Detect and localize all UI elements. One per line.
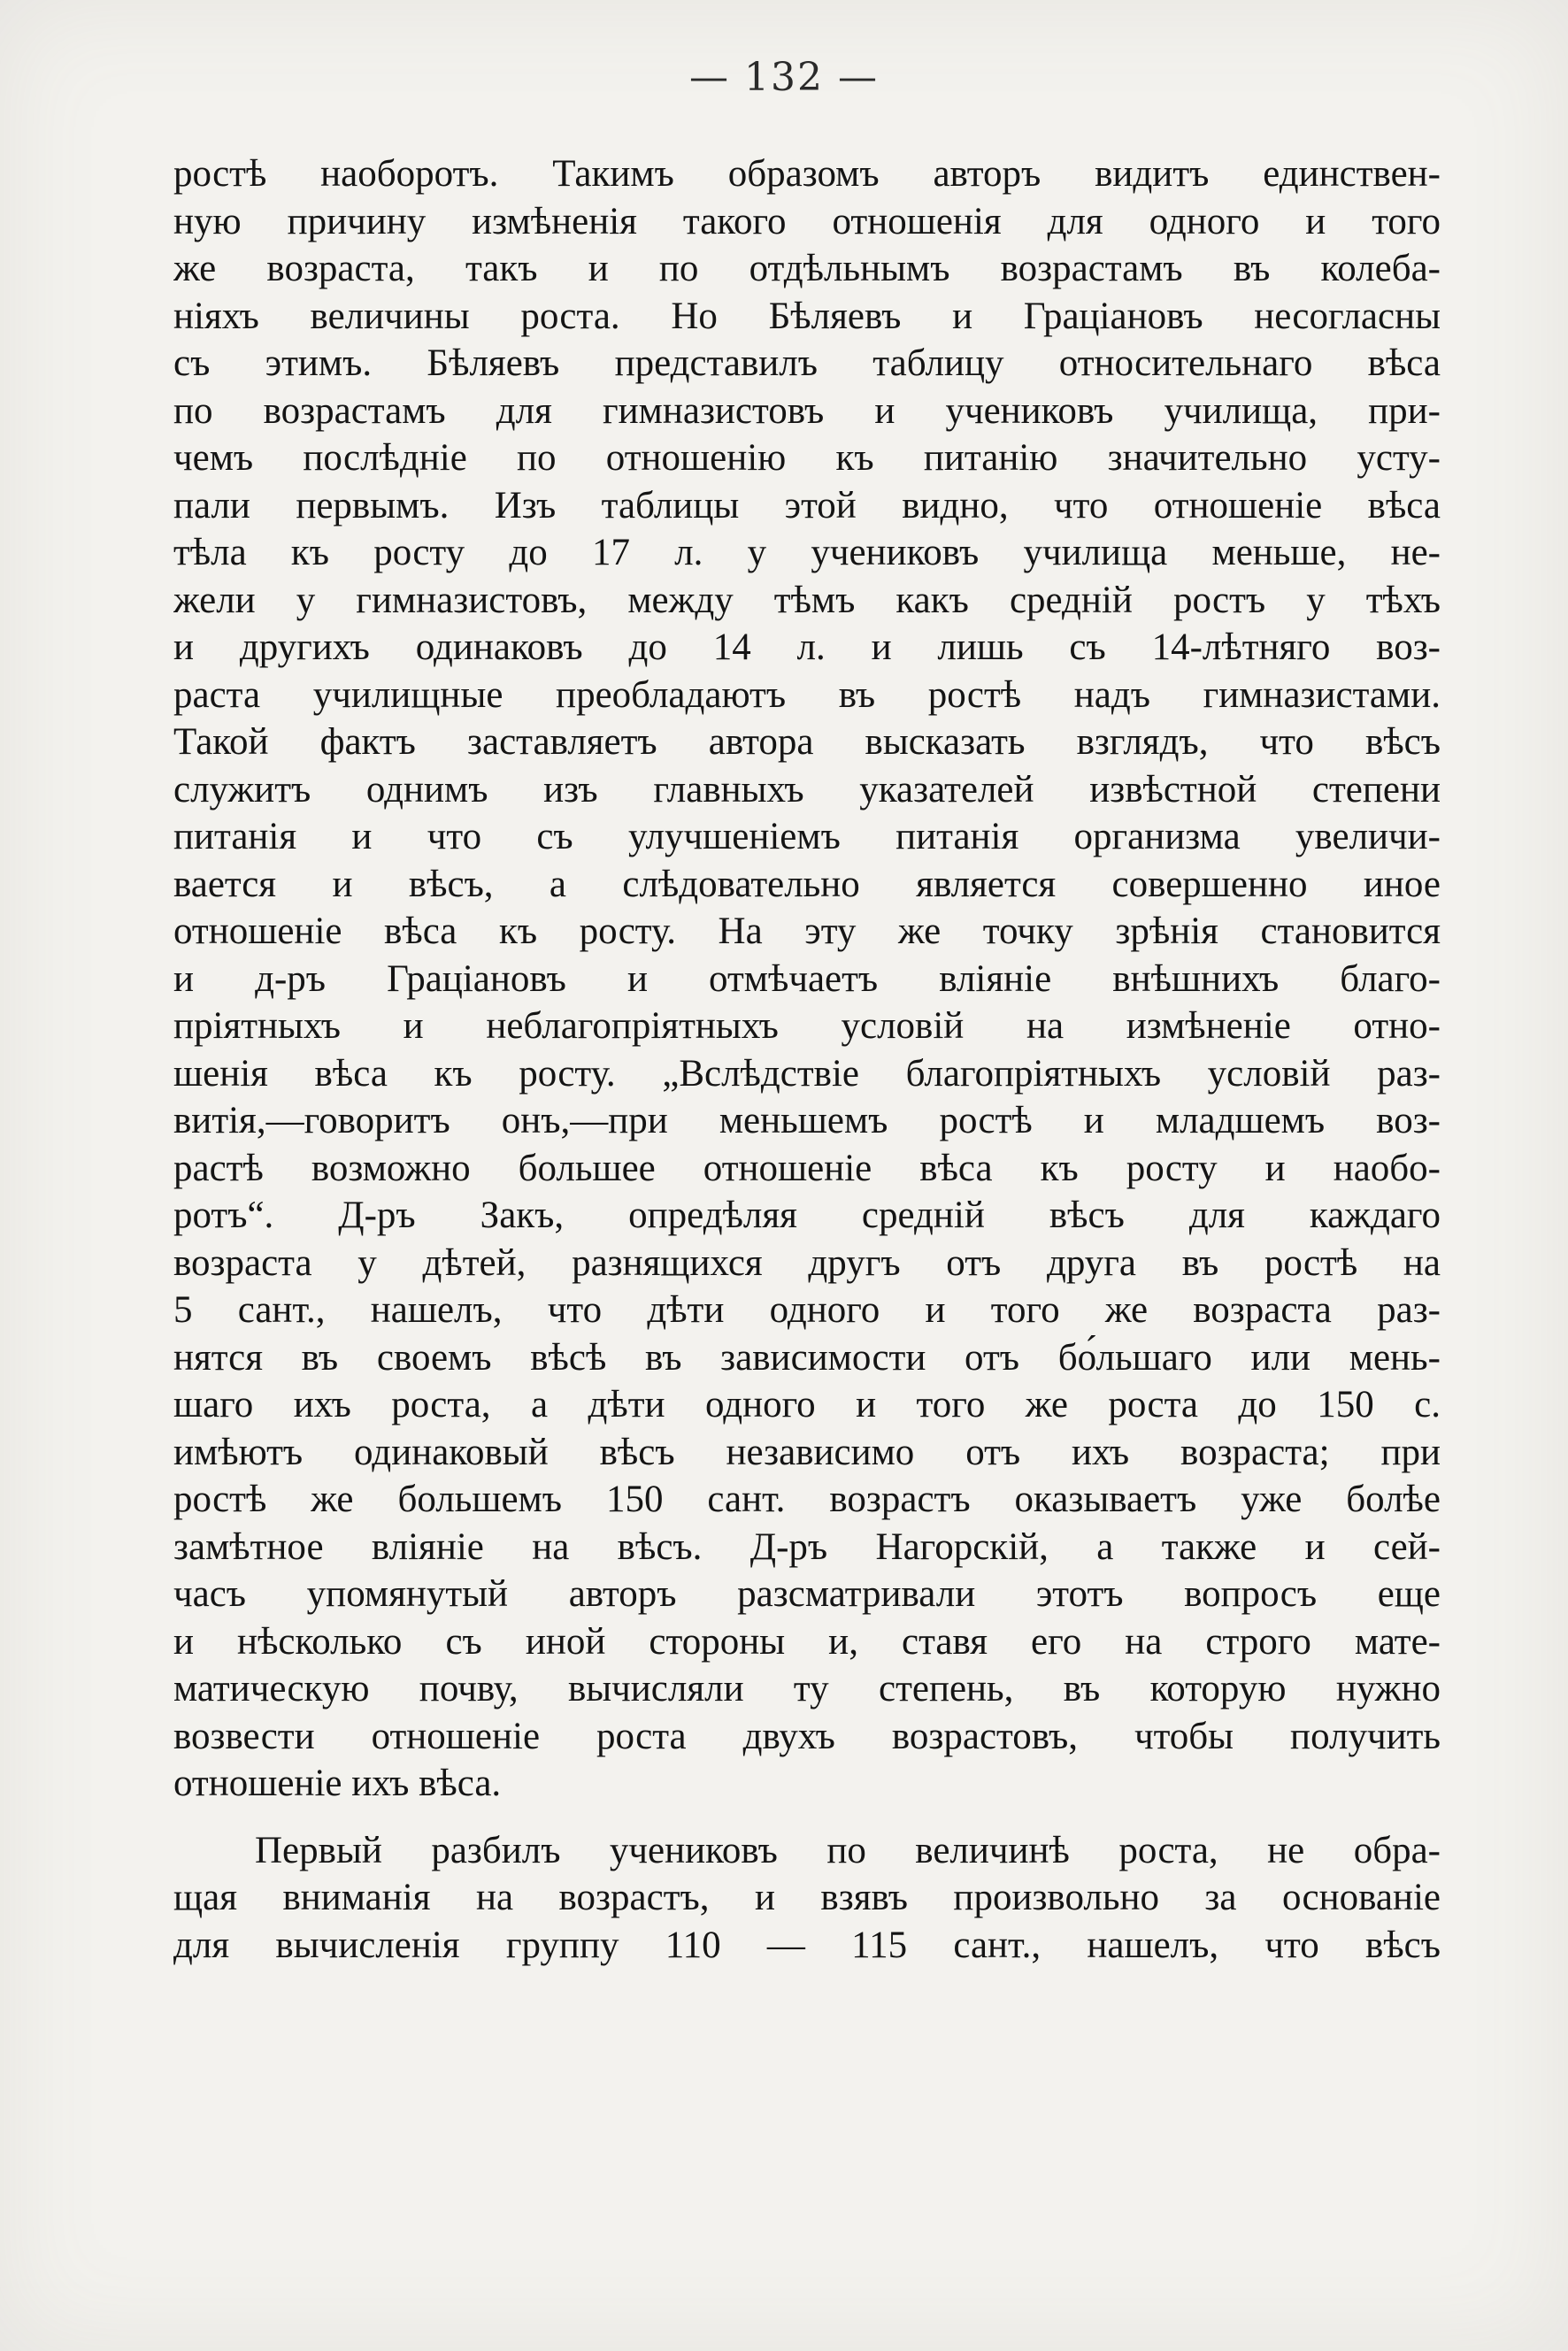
text-line: замѣтное вліяніе на вѣсъ. Д-ръ Нагорскій, а также и сей-: [173, 1525, 1441, 1568]
text-line: по возрастамъ для гимназистовъ и учениковъ училища, при-: [173, 389, 1441, 432]
text-line: ротъ“. Д-ръ Закъ, опредѣляя средній вѣсъ для каждаго: [173, 1195, 1441, 1236]
text-line: вается и вѣсъ, а слѣдовательно является совершенно иное: [173, 863, 1441, 905]
text-line: служитъ однимъ изъ главныхъ указателей извѣстной степени: [173, 768, 1441, 811]
text-line: матическую почву, вычисляли ту степень, въ которую нужно: [173, 1668, 1441, 1709]
text-line: ростѣ же большемъ 150 сант. возрастъ оказываетъ уже болѣе: [173, 1479, 1441, 1520]
text-line: тѣла къ росту до 17 л. у учениковъ училища меньше, не-: [173, 532, 1441, 573]
text-line: пали первымъ. Изъ таблицы этой видно, что отношеніе вѣса: [173, 484, 1441, 526]
paragraph-spacer: [173, 1808, 1441, 1827]
text-line: отношеніе ихъ вѣса.: [173, 1763, 502, 1804]
text-line: же возраста, такъ и по отдѣльнымъ возрастамъ въ колеба-: [173, 248, 1441, 289]
paragraph-2: [173, 1827, 1441, 1970]
text-line: и другихъ одинаковъ до 14 л. и лишь съ 14-лѣтняго воз-: [173, 626, 1441, 668]
text-line: щая вниманія на возрастъ, и взявъ произвольно за основаніе: [173, 1877, 1441, 1918]
text-line: растѣ возможно большее отношеніе вѣса къ росту и наобо-: [173, 1147, 1441, 1189]
text-line: отношеніе вѣса къ росту. На эту же точку зрѣнія становится: [173, 910, 1441, 952]
text-line: пріятныхъ и неблагопріятныхъ условій на измѣненіе отно-: [173, 1005, 1441, 1047]
paragraph-1: [173, 150, 1441, 1808]
text-line: ную причину измѣненія такого отношенія для одного и того: [173, 200, 1441, 242]
text-line: съ этимъ. Бѣляевъ представилъ таблицу относительнаго вѣса: [173, 342, 1441, 384]
text-line: нятся въ своемъ вѣсѣ въ зависимости отъ бо́льшаго или мень-: [173, 1336, 1441, 1379]
text-line: 5 сант., нашелъ, что дѣти одного и того же возраста раз-: [173, 1289, 1441, 1331]
text-line: для вычисленія группу 110 — 115 сант., нашелъ, что вѣсъ: [173, 1924, 1441, 1966]
text-line: питанія и что съ улучшеніемъ питанія организма увеличи-: [173, 816, 1441, 857]
page-number: — 132 —: [689, 55, 879, 100]
text-line: Такой фактъ заставляетъ автора высказать взглядъ, что вѣсъ: [173, 721, 1441, 763]
text-line: чемъ послѣдніе по отношенію къ питанію значительно усту-: [173, 437, 1441, 479]
text-line: возвести отношеніе роста двухъ возрастовъ, чтобы получить: [173, 1715, 1441, 1757]
text-line: часъ упомянутый авторъ разсматривали этотъ вопросъ еще: [173, 1573, 1441, 1615]
text-line: имѣютъ одинаковый вѣсъ независимо отъ ихъ возраста; при: [173, 1431, 1441, 1473]
text-line: шенія вѣса къ росту. „Вслѣдствіе благопріятныхъ условій раз-: [173, 1052, 1441, 1095]
text-line: Первый разбилъ учениковъ по величинѣ роста, не обра-: [255, 1829, 1441, 1871]
text-line: и д-ръ Граціановъ и отмѣчаетъ вліяніе внѣшнихъ благо-: [173, 957, 1441, 1000]
body-text: [173, 150, 1441, 1969]
text-line: и нѣсколько съ иной стороны и, ставя его на строго мате-: [173, 1620, 1441, 1663]
text-line: шаго ихъ роста, а дѣти одного и того же роста до 150 с.: [173, 1384, 1441, 1425]
text-line: возраста у дѣтей, разнящихся другъ отъ друга въ ростѣ на: [173, 1241, 1441, 1284]
text-line: ніяхъ величины роста. Но Бѣляевъ и Граціановъ несогласны: [173, 295, 1441, 337]
text-line: витія,—говоритъ онъ,—при меньшемъ ростѣ и младшемъ воз-: [173, 1100, 1441, 1141]
text-line: ростѣ наоборотъ. Такимъ образомъ авторъ видитъ единствен-: [173, 153, 1441, 195]
text-line: жели у гимназистовъ, между тѣмъ какъ средній ростъ у тѣхъ: [173, 579, 1441, 621]
text-line: раста училищные преобладаютъ въ ростѣ надъ гимназистами.: [173, 673, 1441, 716]
